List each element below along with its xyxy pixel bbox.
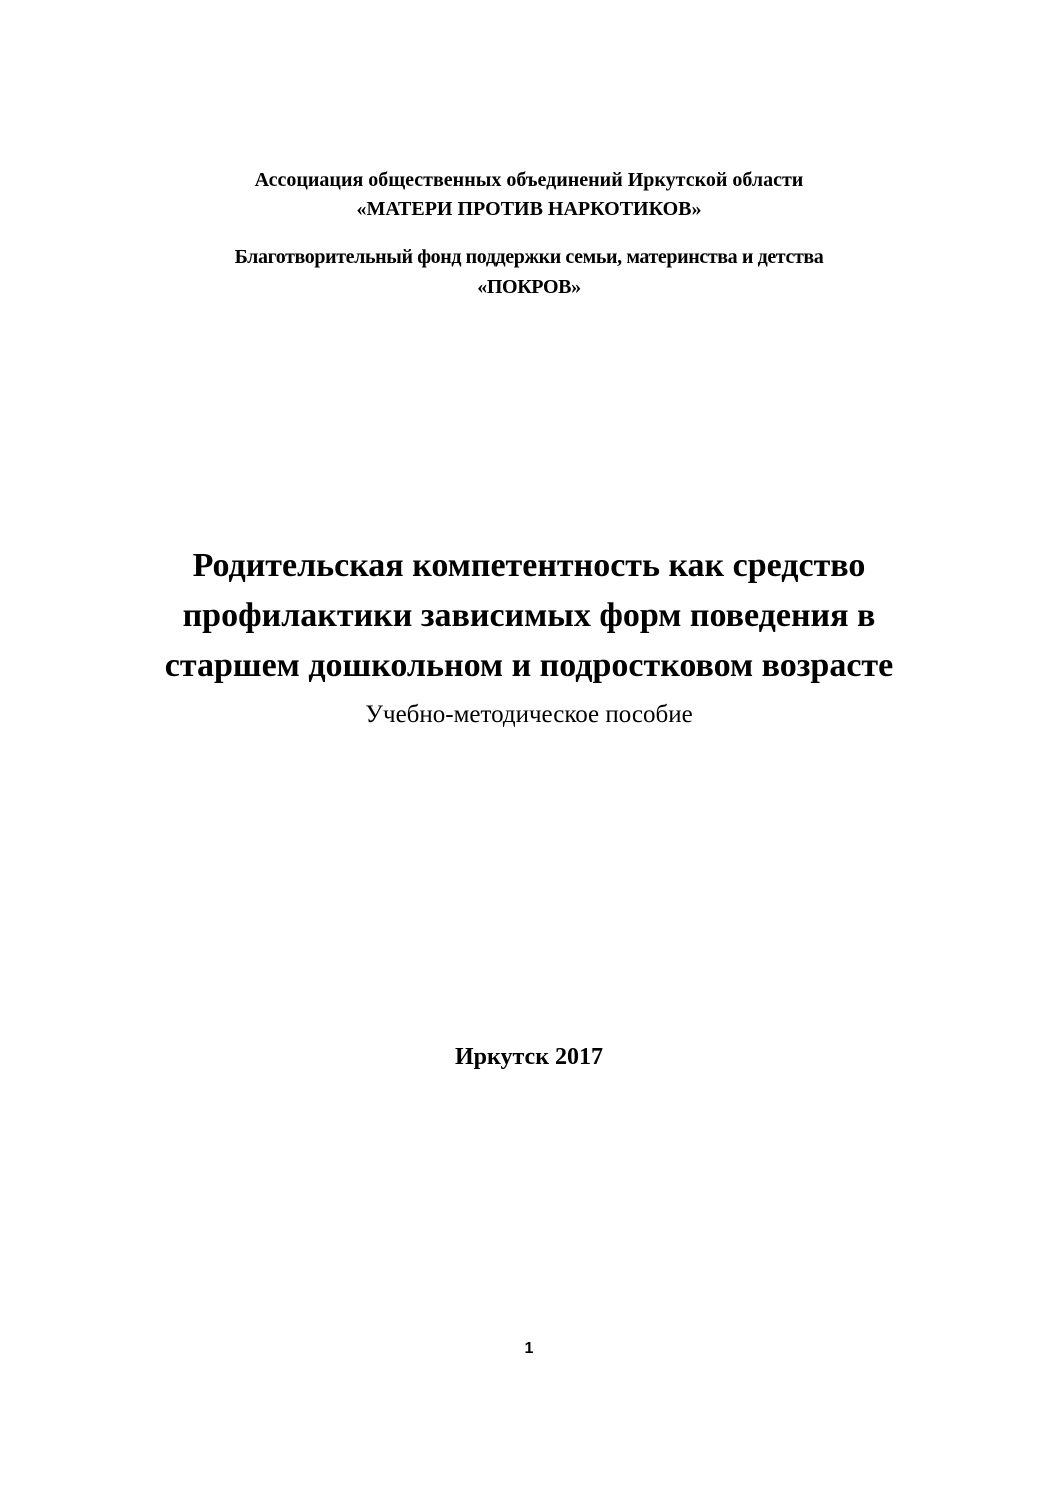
imprint-city-year: Иркутск 2017 [454, 1044, 604, 1070]
association-name: Ассоциация общественных объединений Иркутской области [254, 169, 804, 191]
fund-quoted-name: «ПОКРОВ» [477, 276, 581, 298]
association-quoted-name: «МАТЕРИ ПРОТИВ НАРКОТИКОВ» [356, 198, 702, 220]
title-line-1: Родительская компетентность как средство [192, 547, 866, 584]
fund-block [0, 242, 1058, 302]
title-line-2: профилактики зависимых форм поведения в [182, 597, 876, 634]
fund-name: Благотворительный фонд поддержки семьи, материнства и детства [234, 246, 824, 268]
document-title [0, 541, 1058, 691]
document-subtitle: Учебно-методическое пособие [365, 701, 693, 728]
page-number: 1 [524, 1340, 534, 1357]
title-line-3: старшем дошкольном и подростковом возрасте [164, 647, 894, 684]
association-block [0, 166, 1058, 224]
